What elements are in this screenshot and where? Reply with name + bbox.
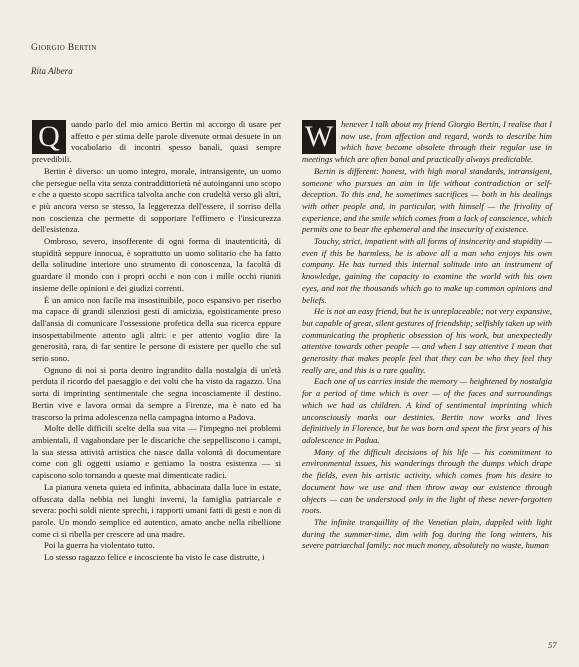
paragraph-7: La pianura veneta quieta ed infinita, abbacinata dalla luce in estate, offuscata dalla nebbia nei lunghi inverni, la famiglia patriarcale e severa: pochi soldi niente sprechi, i rapporti umani fatti di gesti e non di parole. Un mondo semplice ed autentico, amato anche nella ribellione come ci si ribella per crescere ad una madre. [32, 481, 281, 539]
paragraph-2: Bertin è diverso: un uomo integro, morale, intransigente, un uomo che persegue nella vita senza contraddittorietà né autoinganni uno scopo e che a questo scopo sacrifica talvolta anche con crudeltà verso gli altri, e più ancora verso se stesso, la leggerezza dell'essere, il sorriso della non coscienza che permette di sopportare l'effimero e l'insicurezza dell'esistenza. [32, 165, 281, 235]
page-number: 57 [548, 640, 557, 650]
paragraph-6: Many of the difficult decisions of his life — his commitment to environmental issues, his wanderings through the dumps which drape the fields, even his artistic activity, which comes from his desire to document how we use and then throw away our existence through objects — can be understood only in the light of these never-forgotten roots. [302, 446, 552, 516]
dropcap-w: W [302, 120, 336, 154]
dropcap-q: Q [32, 120, 66, 154]
paragraph-3: Ombroso, severo, insofferente di ogni forma di inautenticità, di stupidità seppure innocua, è soprattutto un uomo solitario che ha fatto della solitudine interiore uno strumento di conoscenza, la facoltà di guardare il mondo con i propri occhi e non con i mille occhi riuniti insieme delle opinioni e dei giudizi correnti. [32, 236, 281, 293]
paragraph-3: Touchy, strict, impatient with all forms of insincerity and stupidity — even if this be harmless, he is above all a man who enjoys his own company. He has turned this internal solitude into an instrument of knowledge, gaining the capacity to examine the world with his own eyes, and not the thousands which go to make up common opinions and beliefs. [302, 236, 552, 305]
paragraph-4: He is not an easy friend, but he is unreplaceable; not very expansive, but capable of great, silent gestures of friendship; selfishly taken up with communicating the prophetic obsession of his work, but unexpectedly attentive towards other people — and when I say attentive I mean that generosity that makes people feel that they can be who they feel they really are, and this is a rare quality. [302, 306, 552, 375]
author-name: Rita Albera [31, 66, 73, 76]
paragraph-1: W henever I talk about my friend Giorgio Bertin, I realise that I now use, from affection and regard, words to describe him which have become obsolete through their regular use in meetings which are often banal and practically always predictable. [302, 119, 552, 165]
paragraph-8: Poi la guerra ha violentato tutto. [44, 540, 155, 551]
paragraph-9: Lo stesso ragazzo felice e incosciente ha visto le case distrutte, i [44, 552, 265, 563]
english-text-column [302, 119, 552, 552]
paragraph-2: Bertin is different: honest, with high moral standards, intransigent, someone who pursues an aim in life without contradiction or self-deception. To this end, he sometimes sacrifices — both in his dealings with other people and, in particular, with himself — the frivolity of experience, and the smile which comes from a lack of conscience, which permits one to bear the ephemeral and the insecurity of existence. [302, 165, 552, 235]
paragraph-4: È un amico non facile ma insostituibile, poco espansivo per riserbo ma capace di grandi silenziosi gesti di amicizia, egoisticamente preso dall'ansia di comunicare l'ossessione profetica della sua ricerca eppure insospettabilmente attento agli altri: e per attento voglio dire la generosità, rara, di far sentire le persone di esistere per quello che sul serio sono. [32, 294, 281, 364]
running-header-name: Giorgio Bertin [31, 43, 97, 53]
paragraph-5: Ognuno di noi si porta dentro ingrandito dalla nostalgia di un'età perduta il ricordo del paesaggio e dei volti che ha visto da ragazzo. Una sorta di imprinting sentimentale che segna incosciamente il destino. Bertin vive e lavora ormai da sempre a Firenze, ma è nato ed ha trascorso la prima adolescenza nella campagna intorno a Padova. [32, 364, 281, 422]
paragraph-7: The infinite tranquillity of the Venetian plain, dappled with light during the summer-time, dim with fog during the long winters, his severe patriarchal family: not much money, absolutely no waste, human [302, 516, 552, 551]
paragraph-5: Each one of us carries inside the memory — heightened by nostalgia for a period of time which is over — of the faces and surroundings which we had as children. A kind of sentimental imprinting which unconsciously marks our destinies. Bertin now works and lives definitively in Florence, but he was born and spent the first years of his adolescence in Padua. [302, 376, 552, 445]
paragraph-6: Molte delle difficili scelte della sua vita — l'impegno nei problemi ambientali, il vagabondare per le discariche che seppelliscono i campi, la sua stessa attività artistica che nasce dalla volontà di documentare come con gli oggetti usiamo e gettiamo la nostra esistenza — si capiscono solo tornando a queste mai dimenticate radici. [32, 423, 281, 481]
paragraph-1: Q uando parlo del mio amico Bertin mi accorgo di usare per affetto e per stima delle parole divenute ormai desuete in un vocabolario di incontri spesso banali, quasi sempre prevedibili. [32, 119, 281, 165]
italian-text-column [32, 119, 281, 564]
